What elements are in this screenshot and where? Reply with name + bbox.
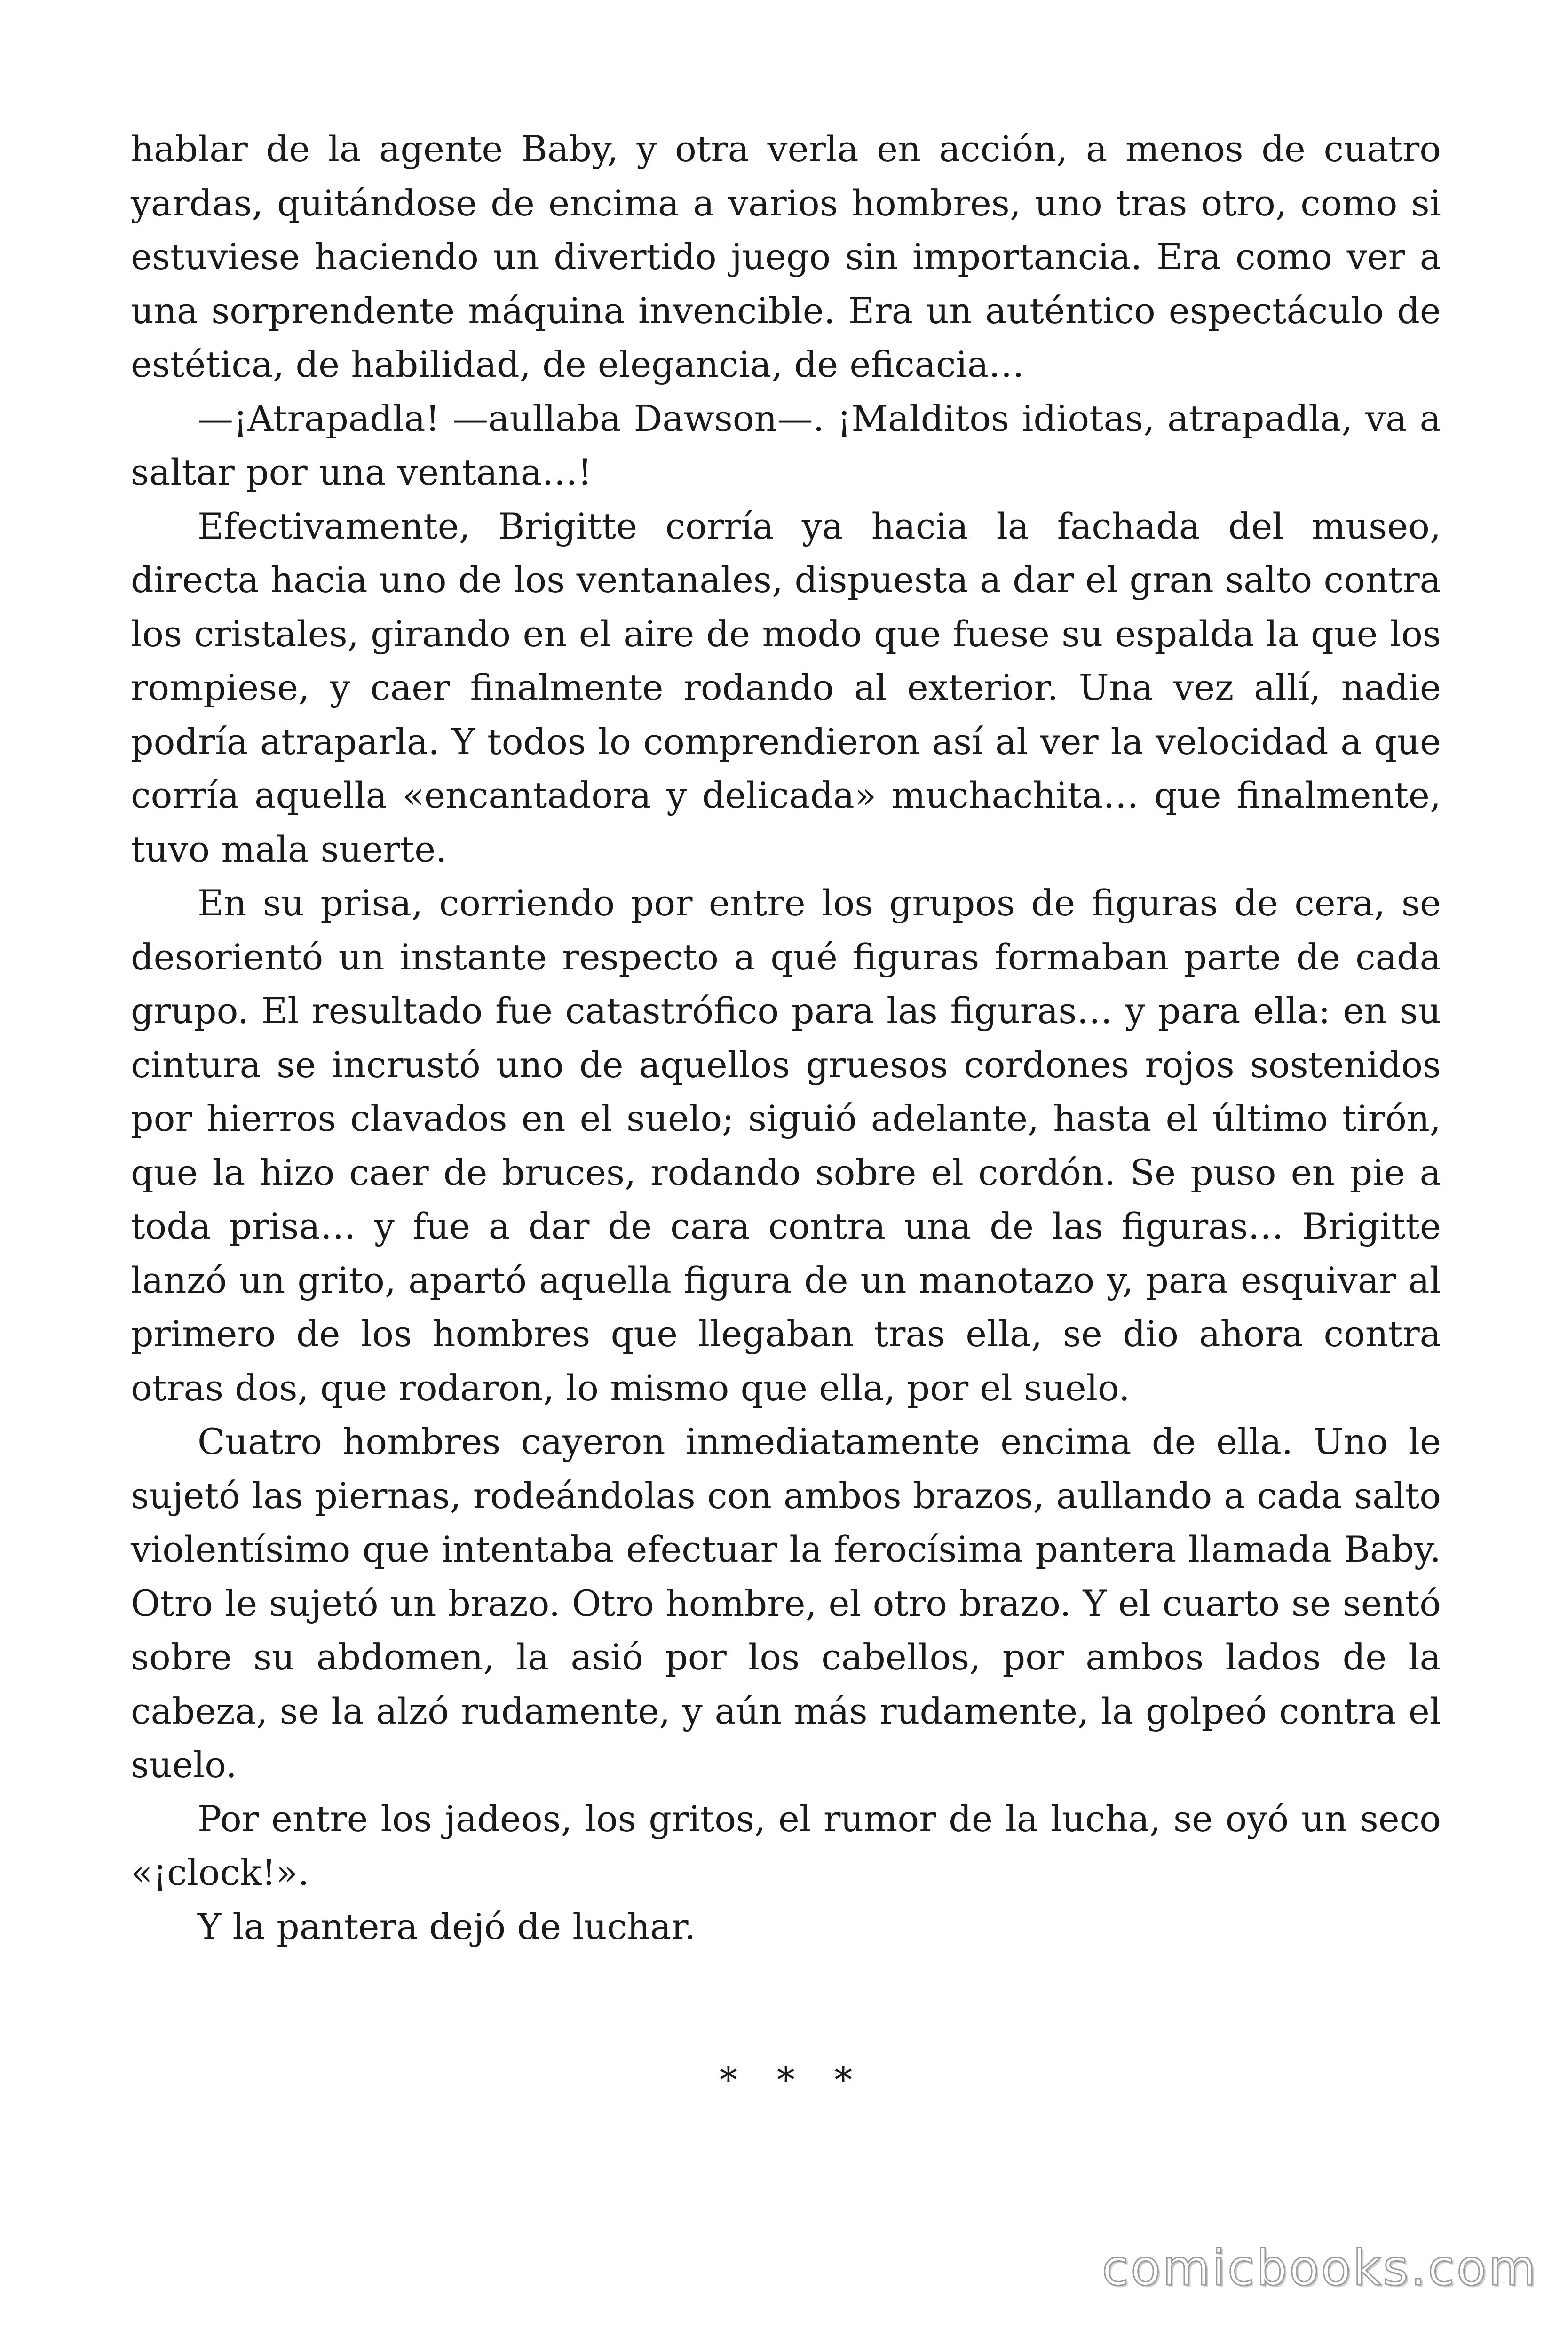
paragraph-4: En su prisa, corriendo por entre los grupos de figuras de cera, se desorientó un instante respecto a qué figuras formaban parte de cada grupo. El resultado fue catastrófico para las figuras… y para ella: en su cintura se incrustó uno de aquellos gruesos cordones rojos sostenidos por hierros clavados en el suelo; siguió adelante, hasta el último tirón, que la hizo caer de bruces, rodando sobre el cordón. Se puso en pie a toda prisa… y fue a dar de cara contra una de las figuras… Brigitte lanzó un grito, apartó aquella figura de un manotazo y, para esquivar al primero de los hombres que llegaban tras ella, se dio ahora contra otras dos, que rodaron, lo mismo que ella, por el suelo. — [131, 882, 1441, 1409]
paragraph-1: hablar de la agente Baby, y otra verla en acción, a menos de cuatro yardas, quitándose de encima a varios hombres, uno tras otro, como si estuviese haciendo un divertido juego sin importancia. Era como ver a una sorprendente máquina invencible. Era un auténtico espectáculo de estética, de habilidad, de elegancia, de eficacia… — [131, 128, 1441, 385]
paragraph-2: —¡Atrapadla! —aullaba Dawson—. ¡Malditos idiotas, atrapadla, va a saltar por una ventana…! — [131, 397, 1441, 493]
book-page — [131, 122, 1441, 2107]
paragraph-6: Por entre los jadeos, los gritos, el rumor de la lucha, se oyó un seco «¡clock!». — [131, 1797, 1441, 1893]
paragraph-3: Efectivamente, Brigitte corría ya hacia la fachada del museo, directa hacia uno de los ventanales, dispuesta a dar el gran salto contra los cristales, girando en el aire de modo que fuese su espalda la que los rompiese, y caer finalmente rodando al exterior. Una vez allí, nadie podría atraparla. Y todos lo comprendieron así al ver la velocidad a que corría aquella «encantadora y delicada» muchachita… que finalmente, tuvo mala suerte. — [131, 505, 1441, 870]
paragraph-7: Y la pantera dejó de luchar. — [198, 1905, 696, 1947]
section-break: * * * — [719, 2059, 867, 2101]
watermark: comicbooks.com — [1101, 2239, 1538, 2296]
paragraph-5: Cuatro hombres cayeron inmediatamente encima de ella. Uno le sujetó las piernas, rodeándolas con ambos brazos, aullando a cada salto violentísimo que intentaba efectuar la ferocísima pantera llamada Baby. Otro le sujetó un brazo. Otro hombre, el otro brazo. Y el cuarto se sentó sobre su abdomen, la asió por los cabellos, por ambos lados de la cabeza, se la alzó rudamente, y aún más rudamente, la golpeó contra el suelo. — [131, 1421, 1441, 1786]
